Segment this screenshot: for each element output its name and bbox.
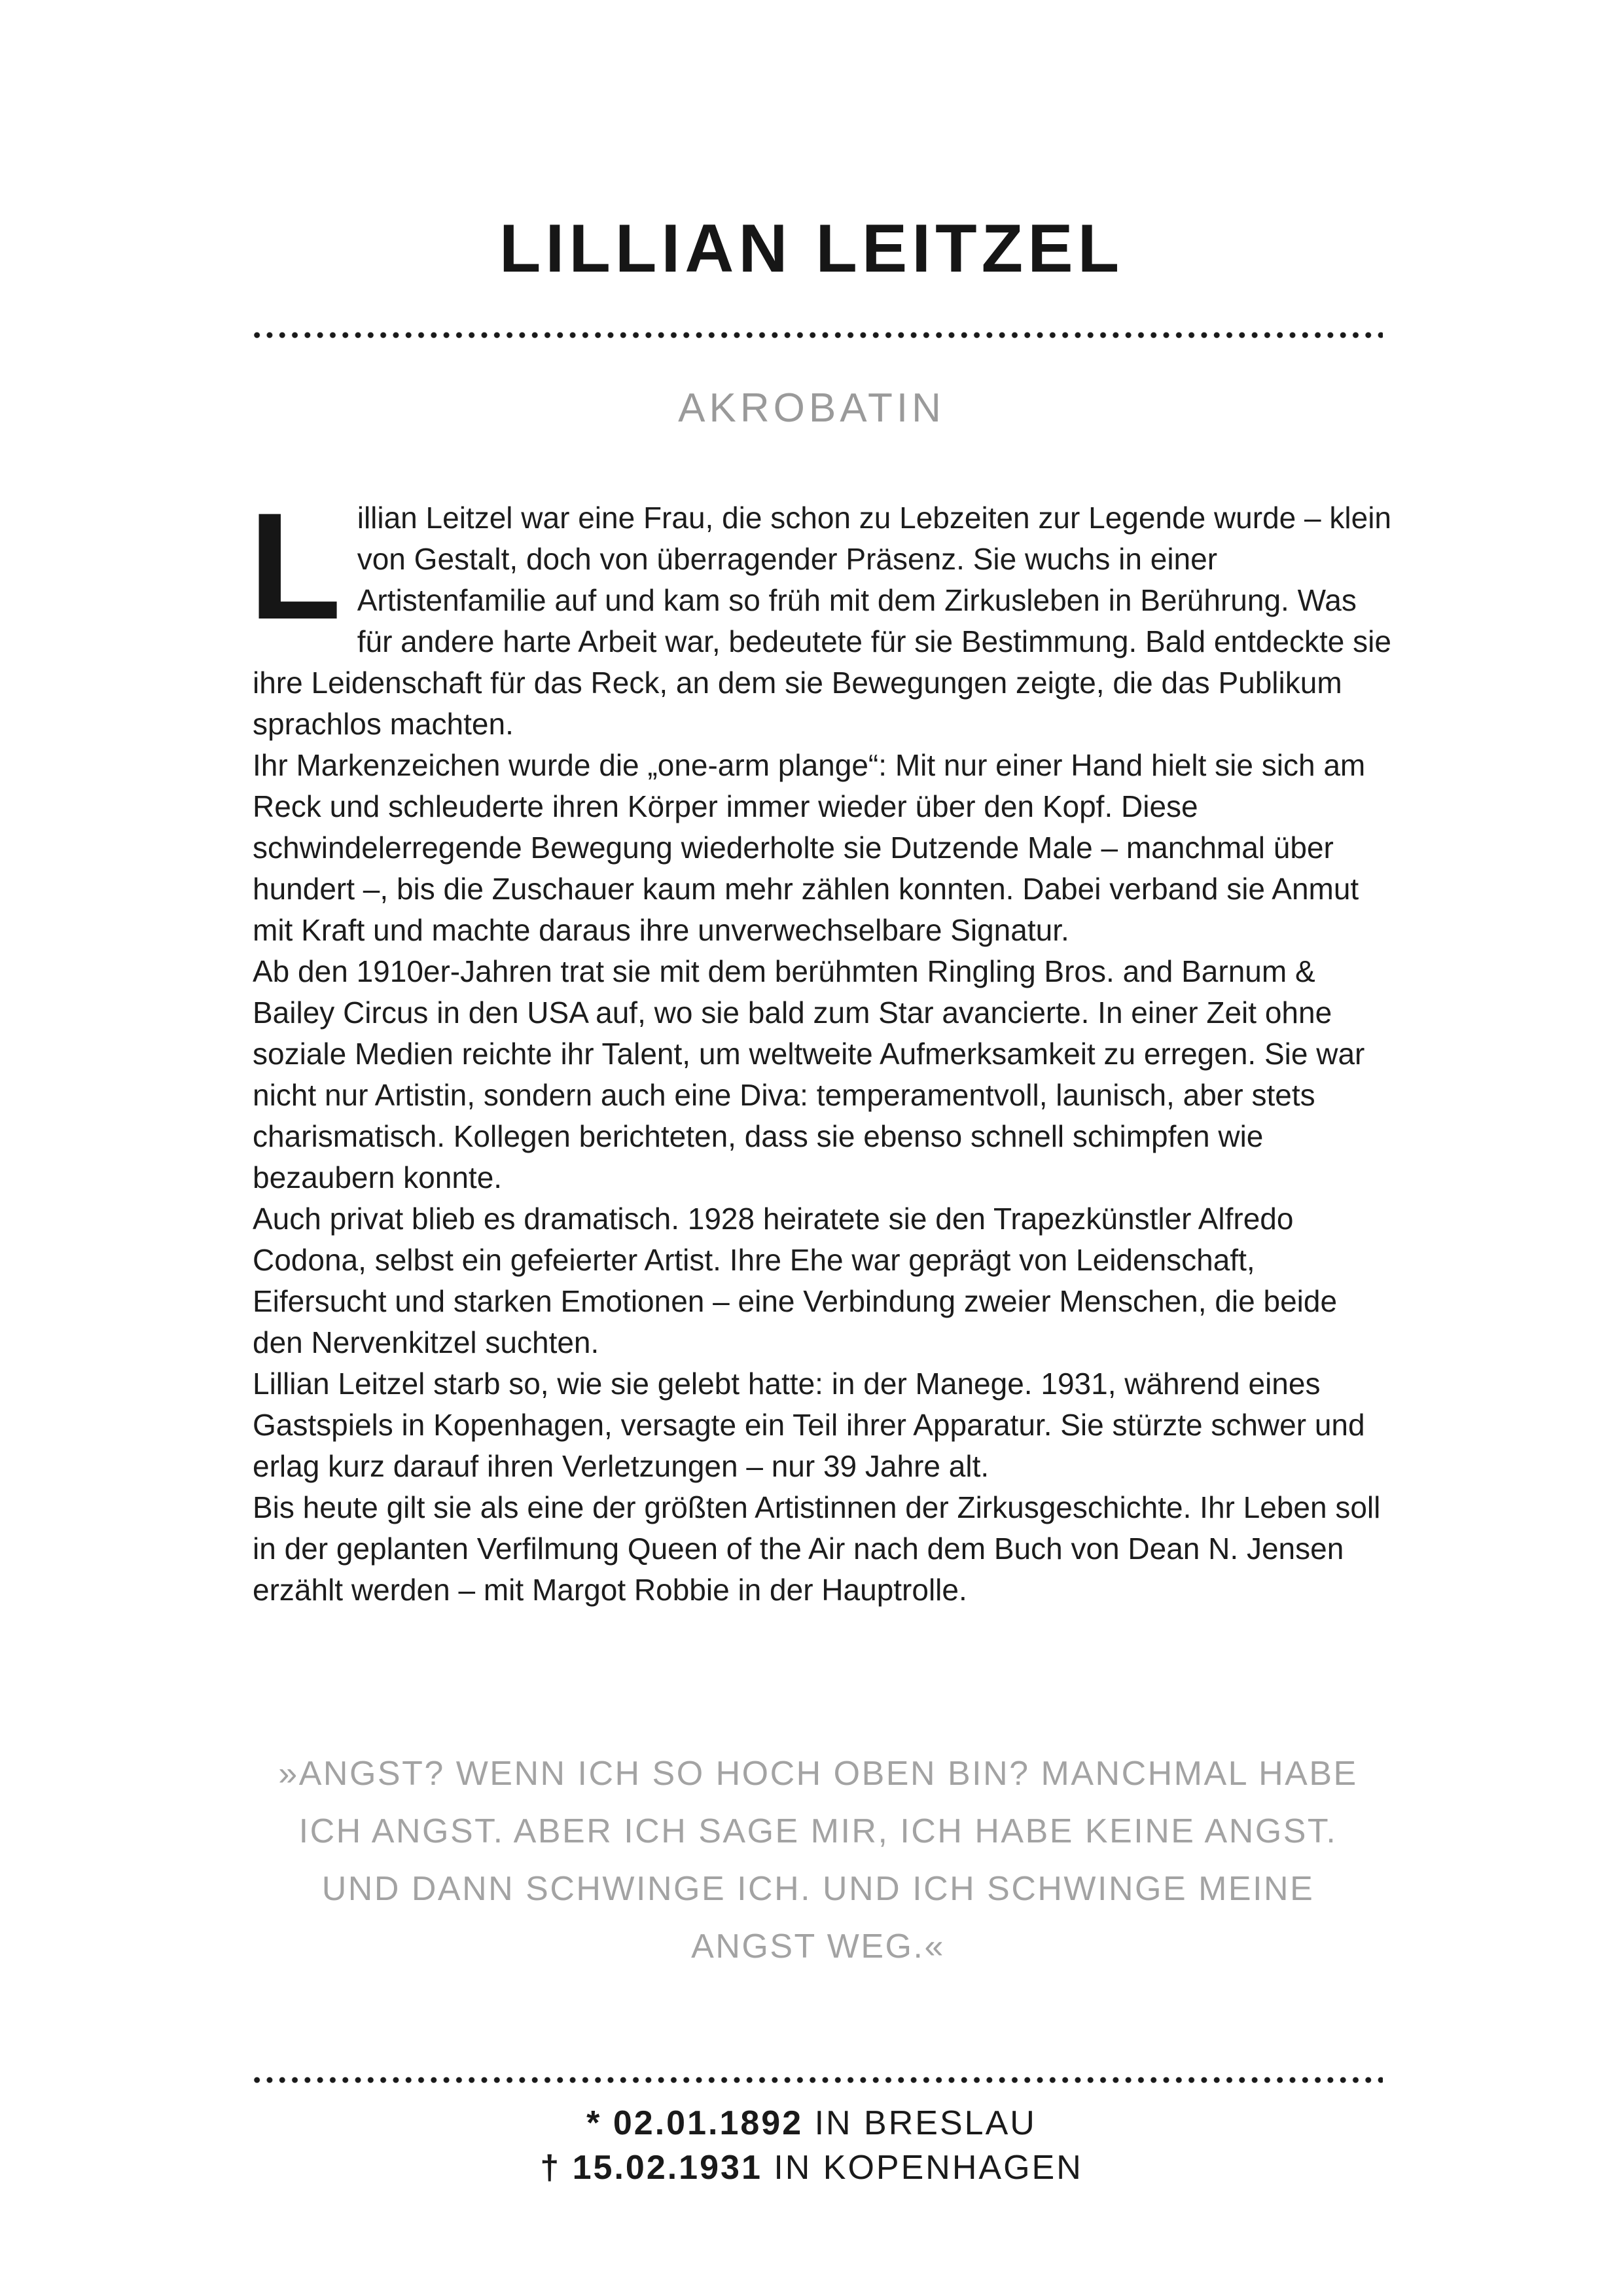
article-paragraph: Ab den 1910er-Jahren trat sie mit dem berühmten Ringling Bros. and Barnum & Bailey Circus in den USA auf, wo sie bald zum Star avancierte. In einer Zeit ohne soziale Medien reichte ihr Talent, um weltweite Aufmerksamkeit zu erregen. Sie war nicht nur Artistin, sondern auch eine Diva: temperamentvoll, launisch, aber stets charismatisch. Kollegen berichteten, dass sie ebenso schnell schimpfen wie bezaubern konnte.	[253, 954, 1365, 1194]
article-body	[249, 482, 1392, 1611]
pull-quote: »ANGST? WENN ICH SO HOCH OBEN BIN? MANCHMAL HABE ICH ANGST. ABER ICH SAGE MIR, ICH HABE KEINE ANGST. UND DANN SCHWINGE ICH. UND ICH SCHWINGE MEINE ANGST WEG.«	[278, 1755, 1358, 1965]
article-paragraph: Bis heute gilt sie als eine der größten Artistinnen der Zirkusgeschichte. Ihr Leben soll in der geplanten Verfilmung Queen of the Air nach dem Buch von Dean N. Jensen erzählt werden – mit Margot Robbie in der Hauptrolle.	[253, 1490, 1381, 1607]
article-paragraph: illian Leitzel war eine Frau, die schon zu Lebzeiten zur Legende wurde – klein von Gestalt, doch von überragender Präsenz. Sie wuchs in einer Artistenfamilie auf und kam so früh mit dem Zirkusleben in Berührung. Was für andere harte Arbeit war, bedeutete für sie Bestimmung. Bald entdeckte sie ihre Leidenschaft für das Reck, an dem sie Bewegungen zeigte, die das Publikum sprachlos machten.	[253, 501, 1392, 741]
death-place: IN KOPENHAGEN	[774, 2149, 1083, 2187]
page-title: LILLIAN LEITZEL	[499, 211, 1124, 287]
article-paragraph: Ihr Markenzeichen wurde die „one-arm plange“: Mit nur einer Hand hielt sie sich am Reck und schleuderte ihren Körper immer wieder über den Kopf. Diese schwindelerregende Bewegung wiederholte sie Dutzende Male – manchmal über hundert –, bis die Zuschauer kaum mehr zählen konnten. Dabei verband sie Anmut mit Kraft und machte daraus ihre unverwechselbare Signatur.	[253, 748, 1366, 947]
dotted-divider-bottom	[251, 2077, 1383, 2083]
birth-date: 02.01.1892	[613, 2104, 804, 2142]
birth-symbol: *	[586, 2104, 602, 2142]
drop-cap: L	[249, 482, 342, 651]
dotted-divider-top	[251, 332, 1383, 338]
article-paragraph: Lillian Leitzel starb so, wie sie gelebt hatte: in der Manege. 1931, während eines Gastspiels in Kopenhagen, versagte ein Teil ihrer Apparatur. Sie stürzte schwer und erlag kurz darauf ihren Verletzungen – nur 39 Jahre alt.	[253, 1367, 1365, 1483]
article-paragraph: Auch privat blieb es dramatisch. 1928 heiratete sie den Trapezkünstler Alfredo Codona, selbst ein gefeierter Artist. Ihre Ehe war geprägt von Leidenschaft, Eifersucht und starken Emotionen – eine Verbindung zweier Menschen, die beide den Nervenkitzel suchten.	[253, 1202, 1338, 1359]
death-date: 15.02.1931	[572, 2149, 762, 2187]
death-symbol: †	[540, 2149, 562, 2187]
birth-place: IN BRESLAU	[814, 2104, 1037, 2142]
page-subtitle: AKROBATIN	[678, 386, 945, 431]
life-dates	[0, 2101, 1623, 2190]
birth-row	[0, 2101, 1623, 2145]
death-row	[0, 2145, 1623, 2190]
